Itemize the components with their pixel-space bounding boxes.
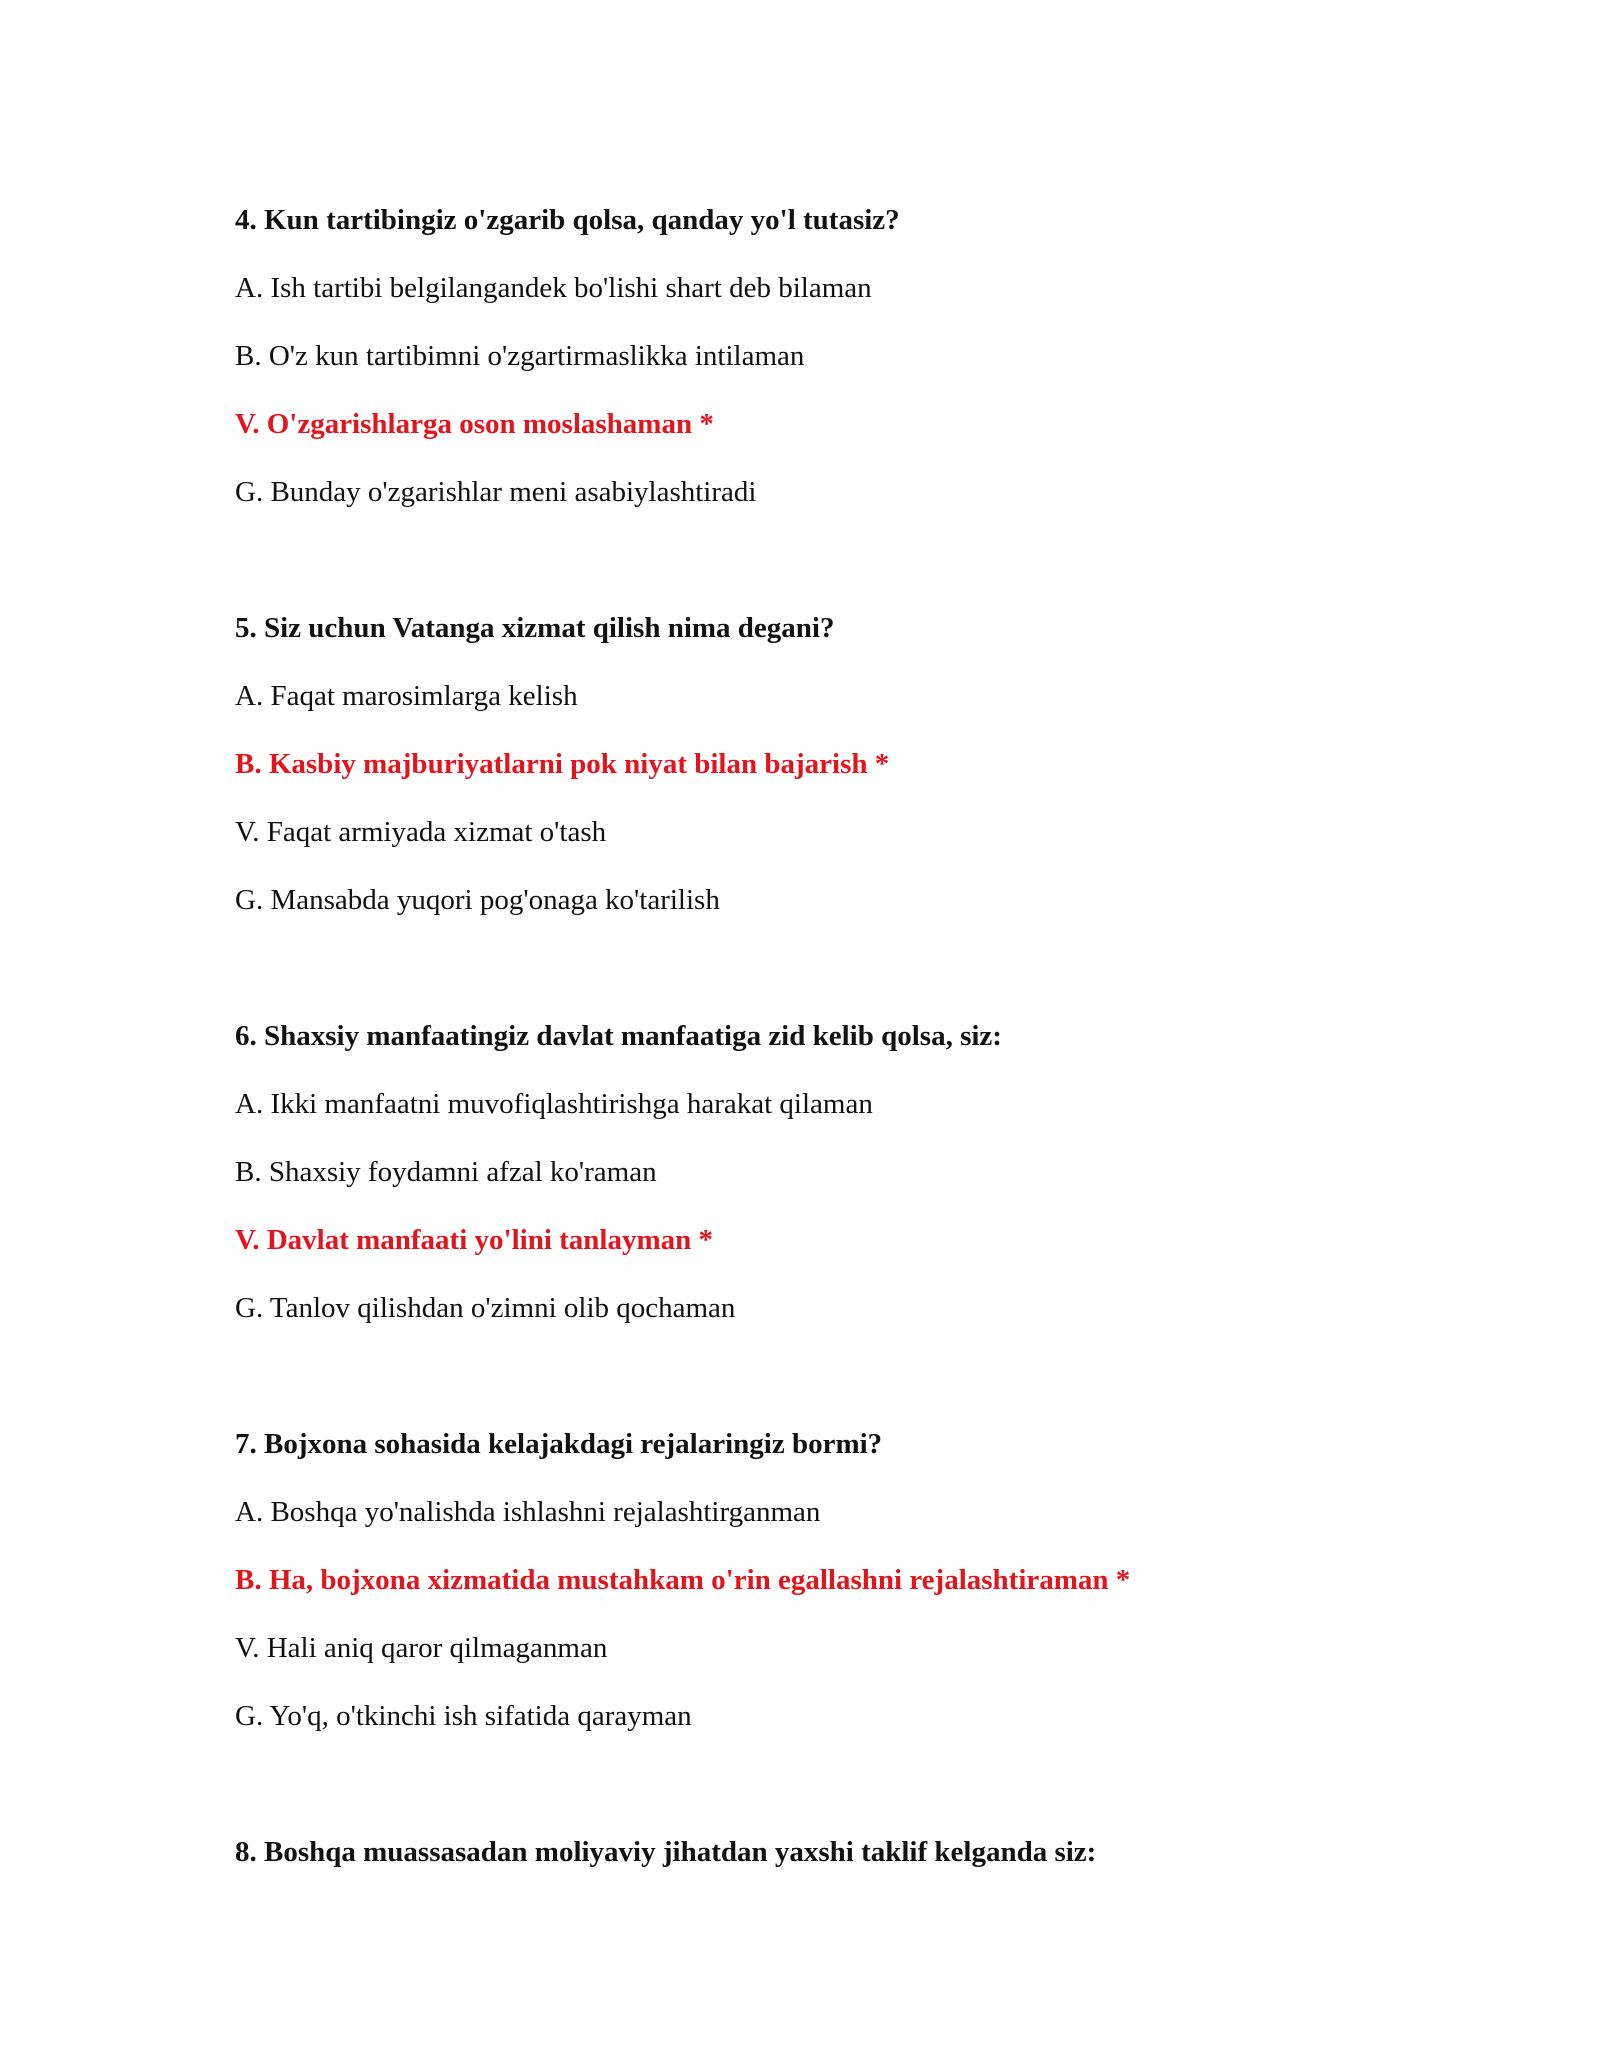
- question-text: 4. Kun tartibingiz o'zgarib qolsa, qanday yo'l tutasiz?: [235, 204, 900, 236]
- answer-option-b: B. O'z kun tartibimni o'zgartirmaslikka intilaman: [235, 340, 805, 372]
- question-text: 6. Shaxsiy manfaatingiz davlat manfaatiga zid kelib qolsa, siz:: [235, 1020, 1002, 1052]
- correct-answer-option-b: B. Ha, bojxona xizmatida mustahkam o'rin egallashni rejalashtiraman *: [235, 1564, 1131, 1596]
- correct-answer-option-v: V. Davlat manfaati yo'lini tanlayman *: [235, 1224, 714, 1256]
- spacer: [235, 1750, 1435, 1818]
- answer-option-b: B. Shaxsiy foydamni afzal ko'raman: [235, 1156, 657, 1188]
- question-text: 5. Siz uchun Vatanga xizmat qilish nima degani?: [235, 612, 835, 644]
- question-block-4: [235, 186, 1435, 526]
- question-text: 8. Boshqa muassasadan moliyaviy jihatdan yaxshi taklif kelganda siz:: [235, 1836, 1097, 1868]
- question-block-8: [235, 1818, 1435, 1886]
- answer-option-g: G. Bunday o'zgarishlar meni asabiylashtiradi: [235, 476, 757, 508]
- answer-option-g: G. Tanlov qilishdan o'zimni olib qochaman: [235, 1292, 736, 1324]
- question-text: 7. Bojxona sohasida kelajakdagi rejalaringiz bormi?: [235, 1428, 883, 1460]
- answer-option-a: A. Ikki manfaatni muvofiqlashtirishga harakat qilaman: [235, 1088, 873, 1120]
- question-block-7: [235, 1410, 1435, 1750]
- correct-answer-option-b: B. Kasbiy majburiyatlarni pok niyat bilan bajarish *: [235, 748, 890, 780]
- question-block-6: [235, 1002, 1435, 1342]
- question-list: [235, 186, 1435, 1886]
- answer-option-g: G. Yo'q, o'tkinchi ish sifatida qarayman: [235, 1700, 692, 1732]
- spacer: [235, 1342, 1435, 1410]
- correct-answer-option-v: V. O'zgarishlarga oson moslashaman *: [235, 408, 714, 440]
- spacer: [235, 934, 1435, 1002]
- answer-option-v: V. Hali aniq qaror qilmaganman: [235, 1632, 608, 1664]
- question-block-5: [235, 594, 1435, 934]
- answer-option-a: A. Ish tartibi belgilangandek bo'lishi shart deb bilaman: [235, 272, 872, 304]
- spacer: [235, 526, 1435, 594]
- answer-option-a: A. Faqat marosimlarga kelish: [235, 680, 578, 712]
- answer-option-v: V. Faqat armiyada xizmat o'tash: [235, 816, 607, 848]
- answer-option-g: G. Mansabda yuqori pog'onaga ko'tarilish: [235, 884, 720, 916]
- answer-option-a: A. Boshqa yo'nalishda ishlashni rejalashtirganman: [235, 1496, 821, 1528]
